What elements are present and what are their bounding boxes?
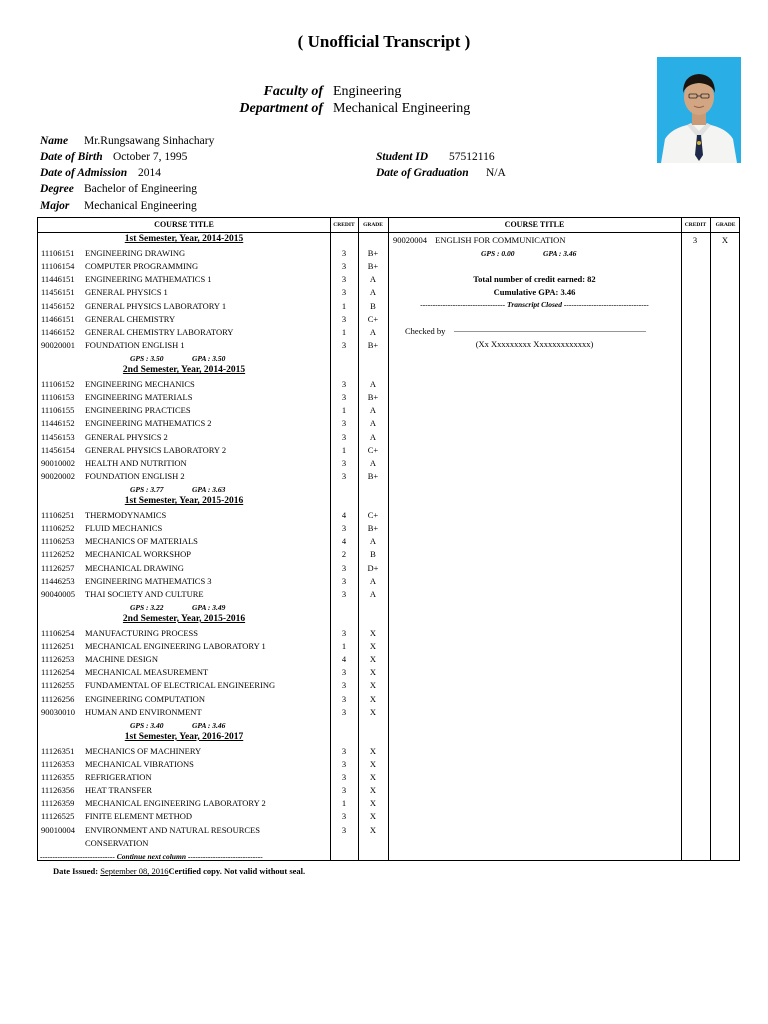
dob-value: October 7, 1995: [113, 151, 188, 163]
course-name: FOUNDATION ENGLISH 1: [85, 339, 185, 350]
course-grade: A: [369, 274, 377, 285]
course-credit: 2: [341, 549, 347, 560]
course-code: 11106151: [41, 248, 75, 259]
right-grade-header: GRADE: [715, 222, 736, 228]
faculty-label: Faculty of: [263, 84, 323, 99]
semester-gps: GPS : 3.77: [130, 484, 164, 494]
course-credit: 3: [341, 562, 347, 573]
course-name: FUNDAMENTAL OF ELECTRICAL ENGINEERING: [85, 680, 276, 691]
left-course-title-header: COURSE TITLE: [154, 220, 214, 229]
course-code: 90040005: [41, 588, 75, 599]
course-code: 11126251: [41, 641, 75, 652]
semester-gps: GPS : 3.22: [130, 602, 164, 612]
course-credit: 3: [341, 759, 347, 769]
course-code: 11466151: [41, 313, 75, 324]
course-credit: 4: [341, 510, 347, 521]
course-credit: 3: [341, 248, 347, 259]
course-code: 11106153: [41, 392, 75, 403]
semester-heading: 1st Semester, Year, 2015-2016: [124, 496, 244, 506]
course-code: 90020002: [41, 470, 75, 481]
course-credit: 1: [341, 641, 347, 652]
admission-line: [40, 167, 161, 179]
course-grade: X: [369, 811, 377, 822]
course-name: COMPUTER PROGRAMMING: [85, 261, 199, 272]
course-name: MECHANICS OF MATERIALS: [85, 536, 198, 547]
course-name: ENGLISH FOR COMMUNICATION: [435, 235, 566, 245]
course-code: 11106251: [41, 510, 75, 521]
course-row: [38, 327, 388, 338]
course-name: ENGINEERING DRAWING: [85, 248, 186, 259]
continue-next-column-line: ------------------------------ Continue next column ------------------------------: [40, 851, 263, 861]
total-credit: Total number of credit earned: 82: [473, 274, 596, 284]
course-name: ENGINEERING MECHANICS: [85, 379, 195, 390]
course-name: GENERAL PHYSICS 1: [85, 287, 168, 298]
course-credit: 3: [341, 418, 347, 429]
course-row: [38, 248, 388, 259]
course-grade: X: [369, 706, 377, 717]
course-row: [38, 510, 388, 521]
signer-name: (Xx Xxxxxxxxx Xxxxxxxxxxxxx): [475, 339, 594, 349]
course-code: 11456152: [41, 300, 75, 311]
course-row: [38, 694, 388, 705]
course-row: [38, 707, 388, 718]
course-credit: 1: [341, 300, 347, 311]
course-name: GENERAL CHEMISTRY: [85, 313, 176, 324]
major-line: [40, 200, 197, 212]
course-name: ENGINEERING PRACTICES: [85, 405, 191, 416]
course-credit: 3: [341, 287, 347, 298]
course-row: [38, 563, 388, 574]
course-name: HUMAN AND ENVIRONMENT: [85, 706, 202, 717]
semester-gpa: GPA : 3.50: [192, 353, 226, 363]
course-row: [38, 549, 388, 560]
course-name: HEALTH AND NUTRITION: [85, 457, 187, 468]
course-row: [38, 405, 388, 416]
semester-gpa: GPA : 3.63: [192, 484, 226, 494]
course-grade: A: [369, 431, 377, 442]
course-name: THAI SOCIETY AND CULTURE: [85, 588, 204, 599]
course-grade: B+: [367, 392, 379, 403]
course-code: 11126252: [41, 549, 75, 560]
course-code: 11106155: [41, 405, 75, 416]
course-name: MECHANICAL WORKSHOP: [85, 549, 192, 560]
course-code: 11126351: [41, 745, 75, 756]
course-credit: 3: [341, 457, 347, 468]
graduation-line: [376, 167, 506, 179]
course-code: 11106154: [41, 261, 75, 272]
course-credit: 3: [341, 431, 347, 442]
course-grade: C+: [367, 313, 379, 324]
course-credit: 3: [341, 379, 347, 390]
course-credit: 3: [341, 339, 347, 350]
footer: [53, 866, 305, 876]
course-name: THERMODYNAMICS: [85, 510, 167, 521]
course-row: [38, 746, 388, 757]
student-id-line: [376, 151, 495, 163]
course-name: MECHANICAL VIBRATIONS: [85, 759, 194, 769]
course-name: ENGINEERING MATERIALS: [85, 392, 193, 403]
course-grade: A: [369, 418, 377, 429]
course-row: [38, 418, 388, 429]
course-credit: 3: [341, 745, 347, 756]
department-value: Mechanical Engineering: [333, 101, 471, 116]
course-grade: X: [369, 641, 377, 652]
course-name: MACHINE DESIGN: [85, 654, 158, 665]
course-code: 11456151: [41, 287, 75, 298]
course-grade: B+: [367, 523, 379, 534]
course-grade: B+: [367, 261, 379, 272]
course-grade: A: [369, 575, 377, 586]
course-name: MECHANICAL MEASUREMENT: [85, 667, 209, 678]
student-id-label: Student ID: [376, 151, 429, 163]
course-grade: B+: [367, 470, 379, 481]
certified-note: Certified copy. Not valid without seal.: [168, 866, 306, 876]
course-code: 90010002: [41, 457, 75, 468]
course-code: 90020004: [393, 235, 427, 245]
course-credit: 3: [341, 706, 347, 717]
course-row: [38, 825, 388, 836]
course-credit: 1: [341, 444, 347, 455]
course-row: [38, 641, 388, 652]
right-course-credit: 3: [692, 235, 698, 245]
course-credit: 3: [341, 575, 347, 586]
course-name: MANUFACTURING PROCESS: [85, 628, 198, 638]
course-grade: A: [369, 588, 377, 599]
course-row: [38, 759, 388, 770]
date-issued-label: Date Issued:: [53, 866, 99, 876]
semester-gps: GPS : 3.40: [130, 720, 164, 730]
faculty-value: Engineering: [333, 84, 402, 99]
course-name: ENGINEERING MATHEMATICS 2: [85, 418, 212, 429]
course-code: 11106253: [41, 536, 75, 547]
course-name: ENGINEERING MATHEMATICS 3: [85, 575, 212, 586]
course-grade: C+: [367, 444, 379, 455]
course-credit: 3: [341, 274, 347, 285]
course-grade: X: [369, 745, 377, 756]
course-grade: X: [369, 772, 377, 783]
course-credit: 3: [341, 523, 347, 534]
course-grade: X: [369, 693, 377, 704]
course-name: ENGINEERING MATHEMATICS 1: [85, 274, 212, 285]
course-credit: 3: [341, 667, 347, 678]
course-row: [38, 772, 388, 783]
admission-label: Date of Admission: [40, 167, 128, 179]
course-code: 11446253: [41, 575, 75, 586]
course-credit: 3: [341, 772, 347, 783]
course-name: MECHANICAL ENGINEERING LABORATORY 1: [85, 641, 266, 652]
transcript-closed-line: ---------------------------------- Transcript Closed ----------------------------------: [420, 300, 649, 309]
course-credit: 3: [341, 313, 347, 324]
right-course-row: [393, 235, 673, 246]
course-credit: 3: [341, 392, 347, 403]
major-value: Mechanical Engineering: [84, 200, 197, 212]
course-grade: X: [369, 785, 377, 796]
course-code: 11106152: [41, 379, 75, 390]
course-credit: 3: [341, 693, 347, 704]
course-row: [38, 392, 388, 403]
course-row: [38, 261, 388, 272]
course-name: MECHANICAL ENGINEERING LABORATORY 2: [85, 798, 266, 809]
course-grade: D+: [367, 562, 379, 573]
course-name: FLUID MECHANICS: [85, 523, 163, 534]
course-row: [38, 798, 388, 809]
course-grade: X: [369, 824, 377, 835]
semester-gpa: GPA : 3.49: [192, 602, 226, 612]
course-row: [38, 274, 388, 285]
course-credit: 3: [341, 680, 347, 691]
course-row: [38, 445, 388, 456]
course-credit: 3: [341, 811, 347, 822]
course-code: 11126356: [41, 785, 75, 796]
left-credit-header: CREDIT: [333, 222, 355, 228]
course-credit: 3: [341, 261, 347, 272]
course-grade: B+: [367, 339, 379, 350]
dob-line: [40, 151, 187, 163]
course-row: [38, 301, 388, 312]
cumulative-gpa: Cumulative GPA: 3.46: [493, 287, 576, 297]
course-credit: 4: [341, 654, 347, 665]
course-row: [38, 785, 388, 796]
checked-by-line: ________________________________________________: [454, 324, 646, 333]
course-code: 90020001: [41, 339, 75, 350]
course-grade: A: [369, 405, 377, 416]
course-grade: X: [369, 680, 377, 691]
course-row: [38, 432, 388, 443]
semester-gps: GPS : 3.50: [130, 353, 164, 363]
right-course-grade: X: [721, 235, 729, 245]
course-code: 90030010: [41, 706, 75, 717]
course-code: 11126257: [41, 562, 75, 573]
course-grade: B: [370, 549, 376, 560]
course-row: [38, 811, 388, 822]
degree-line: [40, 183, 197, 195]
major-label: Major: [40, 200, 70, 212]
course-row: [38, 379, 388, 390]
course-name: REFRIGERATION: [85, 772, 152, 783]
right-credit-header: CREDIT: [684, 222, 707, 228]
course-code: 11126355: [41, 772, 75, 783]
course-row: [38, 654, 388, 665]
semester-heading: 1st Semester, Year, 2014-2015: [124, 234, 244, 244]
semester-gpa: GPA : 3.46: [192, 720, 226, 730]
course-row: [38, 471, 388, 482]
department-line: [225, 101, 470, 117]
course-name: ENGINEERING COMPUTATION: [85, 693, 205, 704]
course-row: [38, 458, 388, 469]
course-name: HEAT TRANSFER: [85, 785, 152, 796]
right-gps: GPS : 0.00: [481, 249, 515, 258]
course-grade: A: [369, 379, 377, 390]
course-credit: 3: [341, 588, 347, 599]
date-issued-value: September 08, 2016: [100, 866, 169, 876]
course-code: 11106252: [41, 523, 75, 534]
course-row: [38, 576, 388, 587]
right-gpa: GPA : 3.46: [543, 249, 577, 258]
course-code: 11126353: [41, 759, 75, 769]
course-row: [38, 287, 388, 298]
semester-heading: 2nd Semester, Year, 2014-2015: [122, 365, 246, 375]
course-grade: A: [369, 287, 377, 298]
course-grade: A: [369, 536, 377, 547]
course-name: CONSERVATION: [85, 837, 149, 848]
course-name: MECHANICAL DRAWING: [85, 562, 184, 573]
course-name: FOUNDATION ENGLISH 2: [85, 470, 185, 481]
course-code: 11456153: [41, 431, 75, 442]
course-grade: C+: [367, 510, 379, 521]
course-name: FINITE ELEMENT METHOD: [85, 811, 193, 822]
course-name: ENVIRONMENT AND NATURAL RESOURCES: [85, 824, 260, 835]
semester-heading: 2nd Semester, Year, 2015-2016: [122, 613, 246, 624]
course-row: [38, 838, 388, 849]
transcript-table: [37, 217, 740, 861]
course-name: GENERAL CHEMISTRY LABORATORY: [85, 326, 234, 337]
course-grade: X: [369, 654, 377, 665]
transcript-title: ( Unofficial Transcript ): [297, 32, 471, 51]
course-grade: A: [369, 457, 377, 468]
degree-label: Degree: [40, 183, 74, 195]
graduation-value: N/A: [486, 167, 506, 179]
course-code: 90010004: [41, 824, 75, 835]
semester-heading: 1st Semester, Year, 2016-2017: [124, 731, 244, 742]
course-credit: 4: [341, 536, 347, 547]
degree-value: Bachelor of Engineering: [84, 183, 198, 195]
course-code: 11446152: [41, 418, 75, 429]
course-credit: 3: [341, 470, 347, 481]
course-credit: 1: [341, 798, 347, 809]
course-code: 11126255: [41, 680, 75, 691]
course-grade: X: [369, 667, 377, 678]
course-credit: 1: [341, 326, 347, 337]
course-row: [38, 340, 388, 351]
department-label: Department of: [239, 101, 323, 116]
course-row: [38, 589, 388, 600]
course-credit: 3: [341, 824, 347, 835]
course-row: [38, 667, 388, 678]
course-row: [38, 536, 388, 547]
dob-label: Date of Birth: [40, 151, 103, 163]
course-row: [38, 680, 388, 691]
faculty-line: [225, 84, 401, 100]
course-code: 11446151: [41, 274, 75, 285]
name-value: Mr.Rungsawang Sinhachary: [84, 135, 215, 147]
course-credit: 1: [341, 405, 347, 416]
name-line: [40, 135, 214, 147]
course-code: 11456154: [41, 444, 75, 455]
course-row: [38, 314, 388, 325]
course-name: GENERAL PHYSICS LABORATORY 2: [85, 444, 227, 455]
course-grade: B+: [367, 248, 379, 259]
course-code: 11126256: [41, 693, 75, 704]
course-code: 11126359: [41, 798, 75, 809]
student-photo: [657, 57, 741, 163]
course-row: [38, 628, 388, 639]
course-grade: A: [369, 326, 377, 337]
graduation-label: Date of Graduation: [376, 167, 469, 179]
course-name: MECHANICS OF MACHINERY: [85, 745, 202, 756]
course-credit: 3: [341, 785, 347, 796]
course-grade: X: [369, 798, 377, 809]
right-course-title-header: COURSE TITLE: [504, 220, 565, 229]
checked-by-label: Checked by: [405, 326, 446, 336]
course-grade: X: [369, 628, 377, 638]
course-code: 11126253: [41, 654, 75, 665]
course-code: 11126254: [41, 667, 75, 678]
course-code: 11126525: [41, 811, 75, 822]
course-row: [38, 523, 388, 534]
left-grade-header: GRADE: [363, 222, 383, 228]
name-label: Name: [40, 135, 69, 147]
course-name: GENERAL PHYSICS LABORATORY 1: [85, 300, 227, 311]
course-code: 11106254: [41, 628, 75, 638]
admission-value: 2014: [138, 167, 161, 179]
course-grade: X: [369, 759, 377, 769]
course-code: 11466152: [41, 326, 75, 337]
student-id-value: 57512116: [449, 151, 495, 163]
course-name: GENERAL PHYSICS 2: [85, 431, 168, 442]
course-credit: 3: [341, 628, 347, 638]
course-grade: B: [370, 300, 376, 311]
